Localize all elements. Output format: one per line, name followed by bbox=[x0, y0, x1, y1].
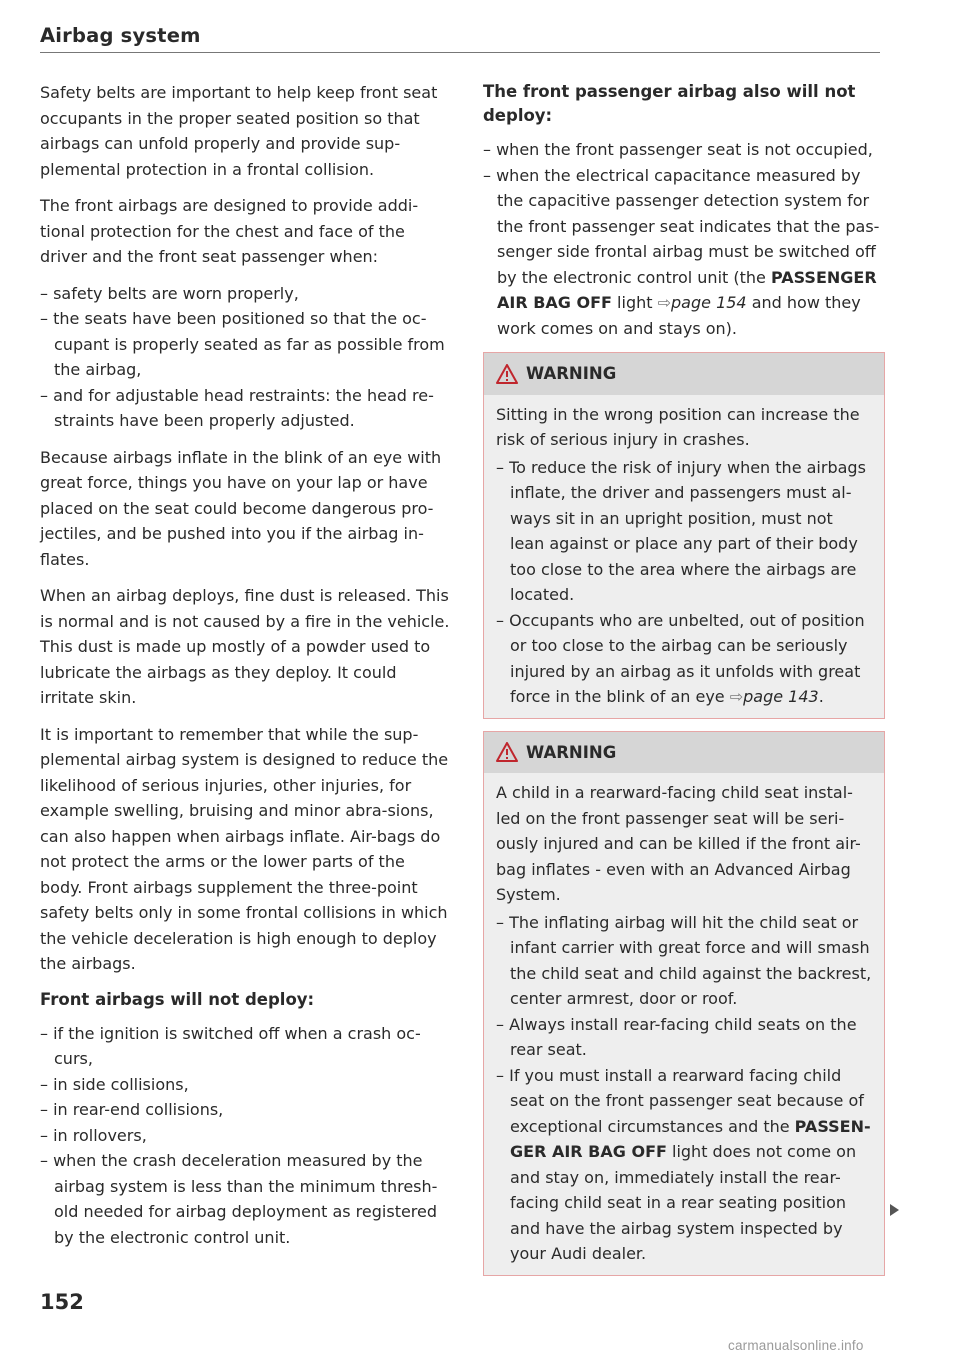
warning-header bbox=[484, 353, 884, 395]
page-number: 152 bbox=[40, 1290, 84, 1314]
list-text: Occupants who are unbelted, out of position or too close to the airbag can be seriously injured by an airbag as it unfolds with great force in the blink of an eye bbox=[509, 610, 865, 706]
page-reference-link[interactable] bbox=[658, 293, 747, 312]
list-item: – To reduce the risk of injury when the airbags inflate, the driver and passengers must al-ways sit in an upright position, must not lean against or place any part of their body too close to the area where the airbags are located. bbox=[496, 455, 872, 608]
arrow-right-icon: ⇨ bbox=[729, 687, 744, 706]
list-item: – when the crash deceleration measured by the airbag system is less than the minimum thresh-old needed for airbag deployment as registered by the electronic control unit. bbox=[40, 1148, 452, 1250]
list-item: – in side collisions, bbox=[40, 1072, 452, 1098]
arrow-right-icon: ⇨ bbox=[657, 293, 672, 312]
continue-arrow-icon bbox=[890, 1204, 899, 1216]
paragraph-front-airbags: The front airbags are designed to provide addi-tional protection for the chest and face of the driver and the front seat passenger when: bbox=[40, 196, 419, 266]
list-item: – in rollovers, bbox=[40, 1123, 452, 1149]
page-reference-link[interactable] bbox=[730, 687, 819, 706]
list-item: – if the ignition is switched off when a crash oc-curs, bbox=[40, 1021, 452, 1072]
indicator-light-name: PASSEN-GER AIR BAG OFF bbox=[510, 1116, 871, 1161]
section-title: Airbag system bbox=[40, 24, 201, 47]
conditions-list bbox=[40, 281, 452, 434]
list-text: light does not come on and stay on, immediately install the rear-facing child seat in a rear seating position and have the airbag system inspected by your Audi dealer. bbox=[510, 1142, 857, 1263]
warning-body bbox=[484, 395, 884, 718]
list-text: light bbox=[611, 293, 658, 312]
paragraph-projectiles: Because airbags inflate in the blink of an eye with great force, things you have on your lap or have placed on the seat could become dangerous pro-jectiles, and be pushed into you if the airbag in-flates. bbox=[40, 447, 442, 569]
watermark: carmanualsonline.info bbox=[728, 1338, 864, 1353]
list-text: . bbox=[818, 687, 824, 706]
list-item bbox=[496, 1063, 872, 1267]
passenger-list bbox=[483, 137, 885, 341]
warning-body bbox=[484, 773, 884, 1275]
header-divider bbox=[40, 52, 880, 53]
warning-intro: Sitting in the wrong position can increase the risk of serious injury in crashes. bbox=[496, 404, 860, 449]
list-item: – The inflating airbag will hit the child seat or infant carrier with great force and will smash the child seat and child against the backrest, center armrest, door or roof. bbox=[496, 910, 872, 1012]
list-item: – Always install rear-facing child seats on the rear seat. bbox=[496, 1012, 872, 1063]
left-column bbox=[40, 80, 452, 1261]
list-item: – when the front passenger seat is not occupied, bbox=[483, 137, 885, 163]
heading-passenger-no-deploy: The front passenger airbag also will not deploy: bbox=[483, 82, 856, 125]
list-item bbox=[483, 163, 885, 342]
paragraph-safety-belts: Safety belts are important to help keep front seat occupants in the proper seated position so that airbags can unfold properly and provide sup-plemental protection in a frontal collision. bbox=[40, 83, 438, 179]
page-reference-text: page 143 bbox=[743, 687, 819, 706]
warning-title: WARNING bbox=[526, 742, 617, 762]
page-reference-text: page 154 bbox=[671, 293, 747, 312]
list-item: – safety belts are worn properly, bbox=[40, 281, 452, 307]
paragraph-dust: When an airbag deploys, fine dust is released. This is normal and is not caused by a fire in the vehicle. This dust is made up mostly of a powder used to lubricate the airbags as they deploy. It could irritate skin. bbox=[40, 586, 450, 707]
warning-title: WARNING bbox=[526, 364, 617, 383]
warning-triangle-icon bbox=[496, 742, 518, 762]
list-item: – the seats have been positioned so that the oc-cupant is properly seated as far as possible from the airbag, bbox=[40, 306, 452, 383]
list-text: If you must install a rearward facing child seat on the front passenger seat because of exceptional circumstances and the bbox=[509, 1065, 864, 1136]
list-item: – in rear-end collisions, bbox=[40, 1097, 452, 1123]
warning-list bbox=[496, 455, 872, 710]
list-text: when the electrical capacitance measured by the capacitive passenger detection system for the front passenger seat indicates that the pas-senger side frontal airbag must be switched off by the electronic control unit (the bbox=[496, 165, 880, 287]
warning-header bbox=[484, 732, 884, 774]
warning-intro: A child in a rearward-facing child seat instal-led on the front passenger seat will be seri-ously injured and can be killed if the front air-bag inflates - even with an Advanced Airbag System. bbox=[496, 783, 861, 904]
list-item: – and for adjustable head restraints: the head re-straints have been properly adjusted. bbox=[40, 383, 452, 434]
warning-list bbox=[496, 910, 872, 1267]
no-deploy-list bbox=[40, 1021, 452, 1251]
warning-box-child-seat bbox=[483, 731, 885, 1276]
list-text: and how they work comes on and stays on). bbox=[497, 293, 861, 338]
list-item bbox=[496, 608, 872, 710]
warning-triangle-icon bbox=[496, 364, 518, 384]
warning-box-seating bbox=[483, 352, 885, 719]
right-column bbox=[483, 80, 885, 1288]
paragraph-other-injuries: It is important to remember that while the sup-plemental airbag system is designed to reduce the likelihood of serious injuries, other injuries, for example swelling, bruising and minor abra-sions, can also happen when airbags inflate. Air-bags do not protect the arms or the lower parts of the body. Front airbags supplement the three-point safety belts only in some frontal collisions in which the vehicle deceleration is high enough to deploy the airbags. bbox=[40, 724, 449, 973]
heading-no-deploy: Front airbags will not deploy: bbox=[40, 989, 315, 1009]
indicator-light-name: PASSENGER AIR BAG OFF bbox=[497, 267, 877, 312]
